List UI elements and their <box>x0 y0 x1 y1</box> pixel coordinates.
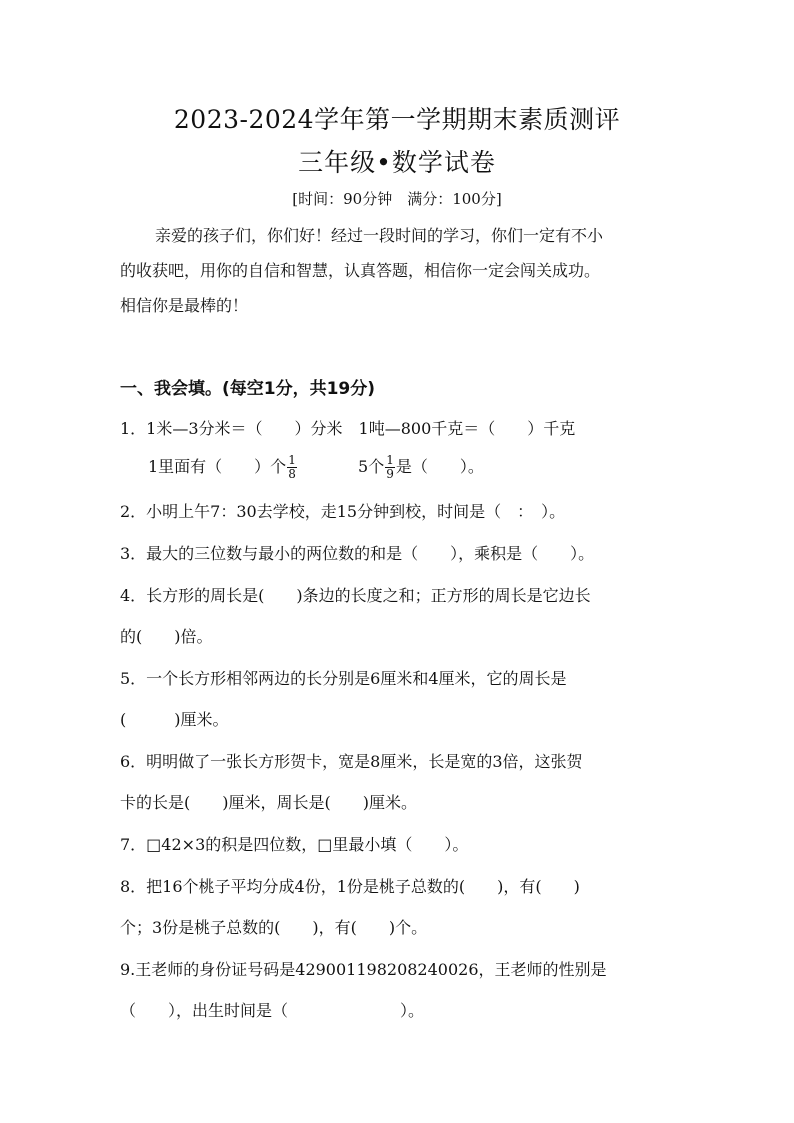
exam-subtitle: 三年级•数学试卷 <box>298 148 496 177</box>
question-8-line-1: 8．把16个桃子平均分成4份，1份是桃子总数的( )，有( ) <box>120 877 580 896</box>
intro-line-1: 亲爱的孩子们，你们好！经过一段时间的学习，你们一定有不小 <box>155 226 604 245</box>
question-2: 2．小明上午7：30去学校，走15分钟到校，时间是（ ： ）。 <box>120 502 566 521</box>
question-6-line-2: 卡的长是( )厘米，周长是( )厘米。 <box>120 793 417 812</box>
question-1-part-a: 1里面有（ ）个 <box>148 457 287 476</box>
question-4-line-1: 4．长方形的周长是( )条边的长度之和；正方形的周长是它边长 <box>120 586 591 605</box>
question-5-line-1: 5．一个长方形相邻两边的长分别是6厘米和4厘米，它的周长是 <box>120 669 567 688</box>
question-6-line-1: 6．明明做了一张长方形贺卡，宽是8厘米，长是宽的3倍，这张贺 <box>120 752 583 771</box>
question-3: 3．最大的三位数与最小的两位数的和是（ ），乘积是（ ）。 <box>120 544 595 563</box>
intro-line-3: 相信你是最棒的！ <box>120 296 249 315</box>
question-9-line-1: 9.王老师的身份证号码是429001198208240026，王老师的性别是 <box>120 960 607 979</box>
section-1-heading: 一、我会填。(每空1分，共19分) <box>120 379 376 399</box>
fraction-one-eighth: $\frac{1}{8}$ <box>288 453 296 481</box>
question-9-line-2: （ ），出生时间是（ ）。 <box>120 1001 425 1020</box>
question-5-line-2: ( )厘米。 <box>120 710 229 729</box>
question-1-part-b: 5个 <box>358 457 385 476</box>
question-1-line-2 <box>148 454 708 481</box>
exam-time-score: [时间：90分钟 满分：100分] <box>292 190 502 208</box>
question-8-line-2: 个；3份是桃子总数的( )，有( )个。 <box>120 918 428 937</box>
exam-title: 2023-2024学年第一学期期末素质测评 <box>173 105 621 134</box>
intro-line-2: 的收获吧，用你的自信和智慧，认真答题，相信你一定会闯关成功。 <box>120 261 601 280</box>
fraction-one-ninth: $\frac{1}{9}$ <box>386 453 394 481</box>
question-1-line-1: 1．1米—3分米＝（ ）分米 1吨—800千克＝（ ）千克 <box>120 419 576 438</box>
question-7: 7．□42×3的积是四位数，□里最小填（ ）。 <box>120 835 469 854</box>
question-1-part-b-suffix: 是（ ）。 <box>395 457 484 476</box>
question-4-line-2: 的( )倍。 <box>120 627 213 646</box>
